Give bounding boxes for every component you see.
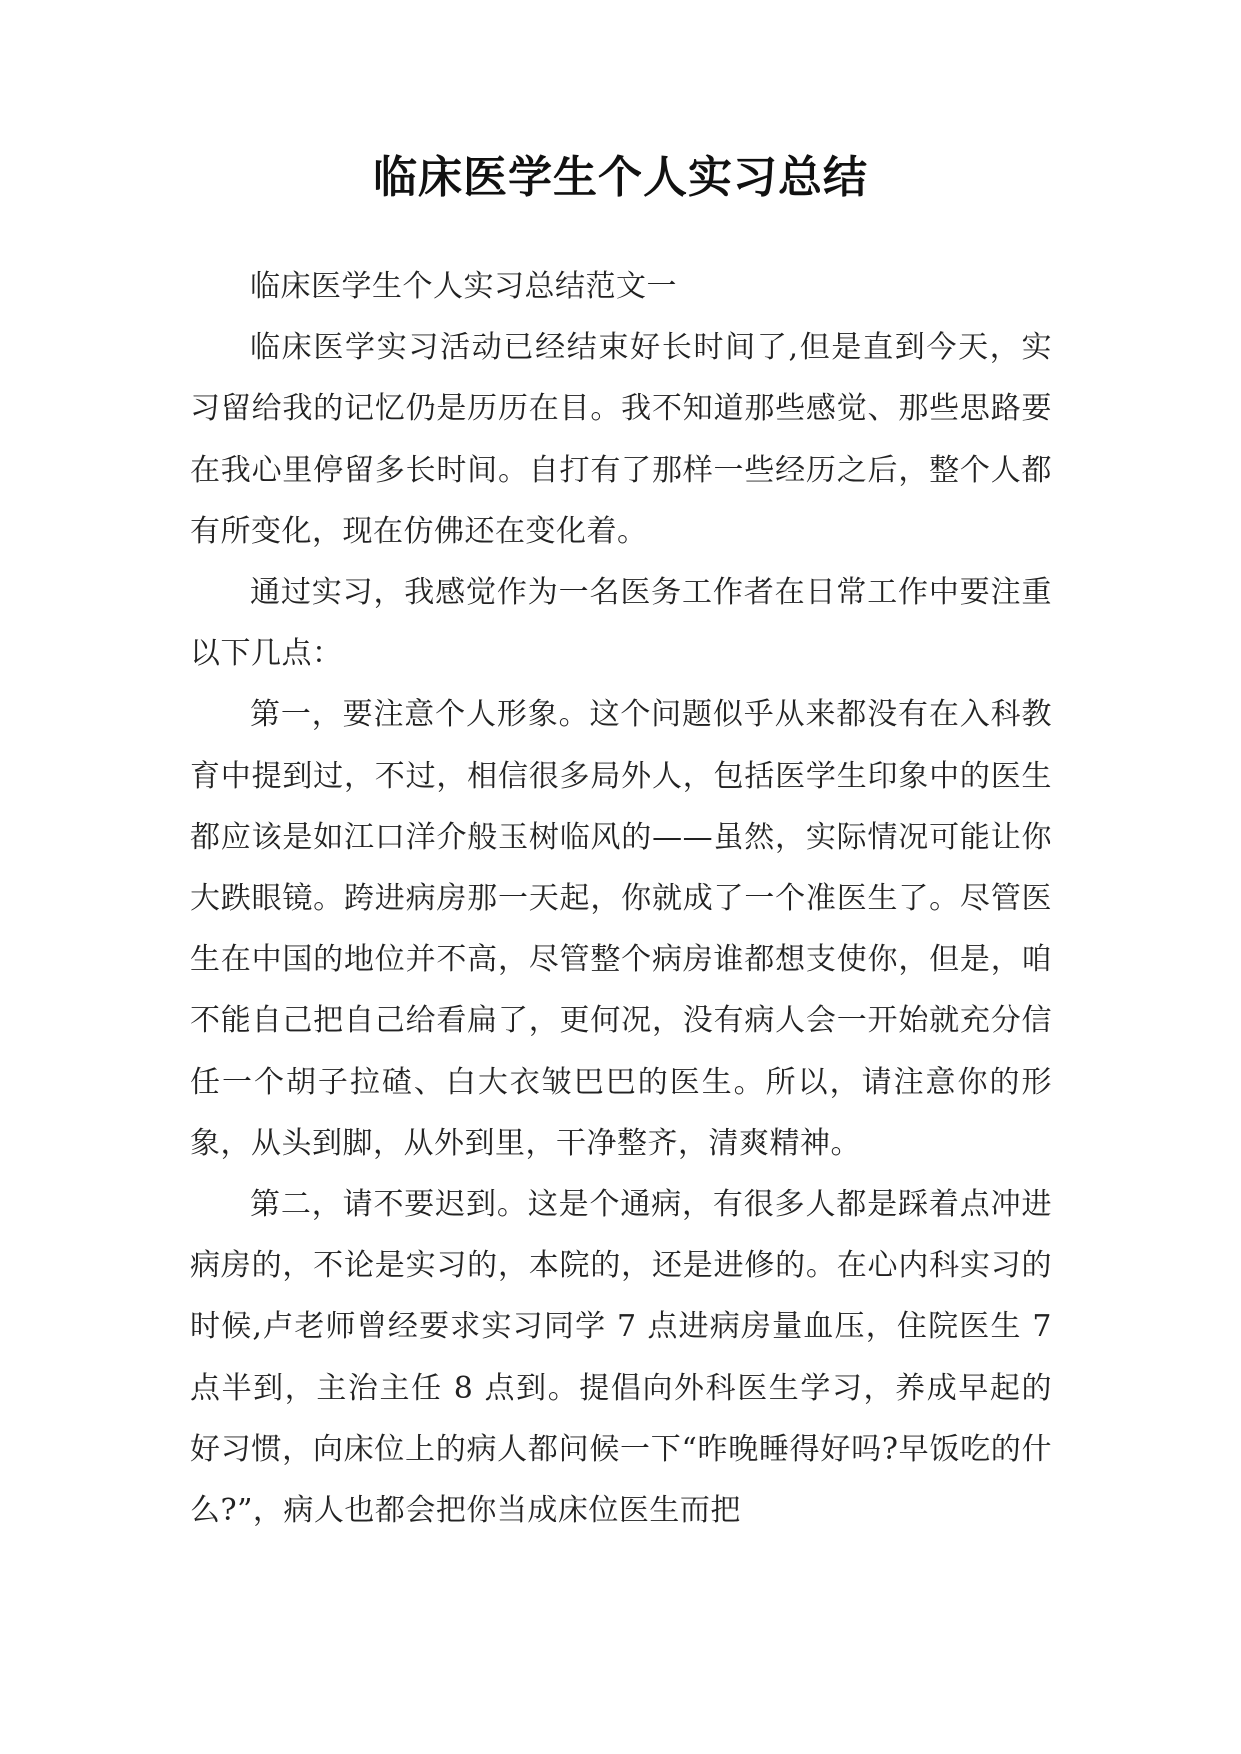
- document-body: [190, 256, 1052, 1541]
- paragraph-intro: 临床医学实习活动已经结束好长时间了,但是直到今天，实习留给我的记忆仍是历历在目。我不知道那些感觉、那些思路要在我心里停留多长时间。自打有了那样一些经历之后，整个人都有所变化，现在仿佛还在变化着。: [190, 330, 1052, 549]
- paragraph-subtitle: 临床医学生个人实习总结范文一: [250, 269, 677, 304]
- paragraph-point-one: 第一，要注意个人形象。这个问题似乎从来都没有在入科教育中提到过，不过，相信很多局外人，包括医学生印象中的医生都应该是如江口洋介般玉树临风的——虽然，实际情况可能让你大跌眼镜。跨进病房那一天起，你就成了一个准医生了。尽管医生在中国的地位并不高，尽管整个病房谁都想支使你，但是，咱不能自己把自己给看扁了，更何况，没有病人会一开始就充分信任一个胡子拉碴、白大衣皱巴巴的医生。所以，请注意你的形象，从头到脚，从外到里，干净整齐，清爽精神。: [190, 697, 1052, 1161]
- paragraph-point-two: 第二，请不要迟到。这是个通病，有很多人都是踩着点冲进病房的，不论是实习的，本院的，还是进修的。在心内科实习的时候,卢老师曾经要求实习同学 7 点进病房量血压，住院医生 7 点半到，主治主任 8 点到。提倡向外科医生学习，养成早起的好习惯，向床位上的病人都问候一下“昨晚睡得好吗?早饭吃的什么?”，病人也都会把你当成床位医生而把: [190, 1187, 1052, 1529]
- document-title: 临床医学生个人实习总结: [373, 152, 868, 203]
- paragraph-points-lead: 通过实习，我感觉作为一名医务工作者在日常工作中要注重以下几点：: [190, 575, 1052, 672]
